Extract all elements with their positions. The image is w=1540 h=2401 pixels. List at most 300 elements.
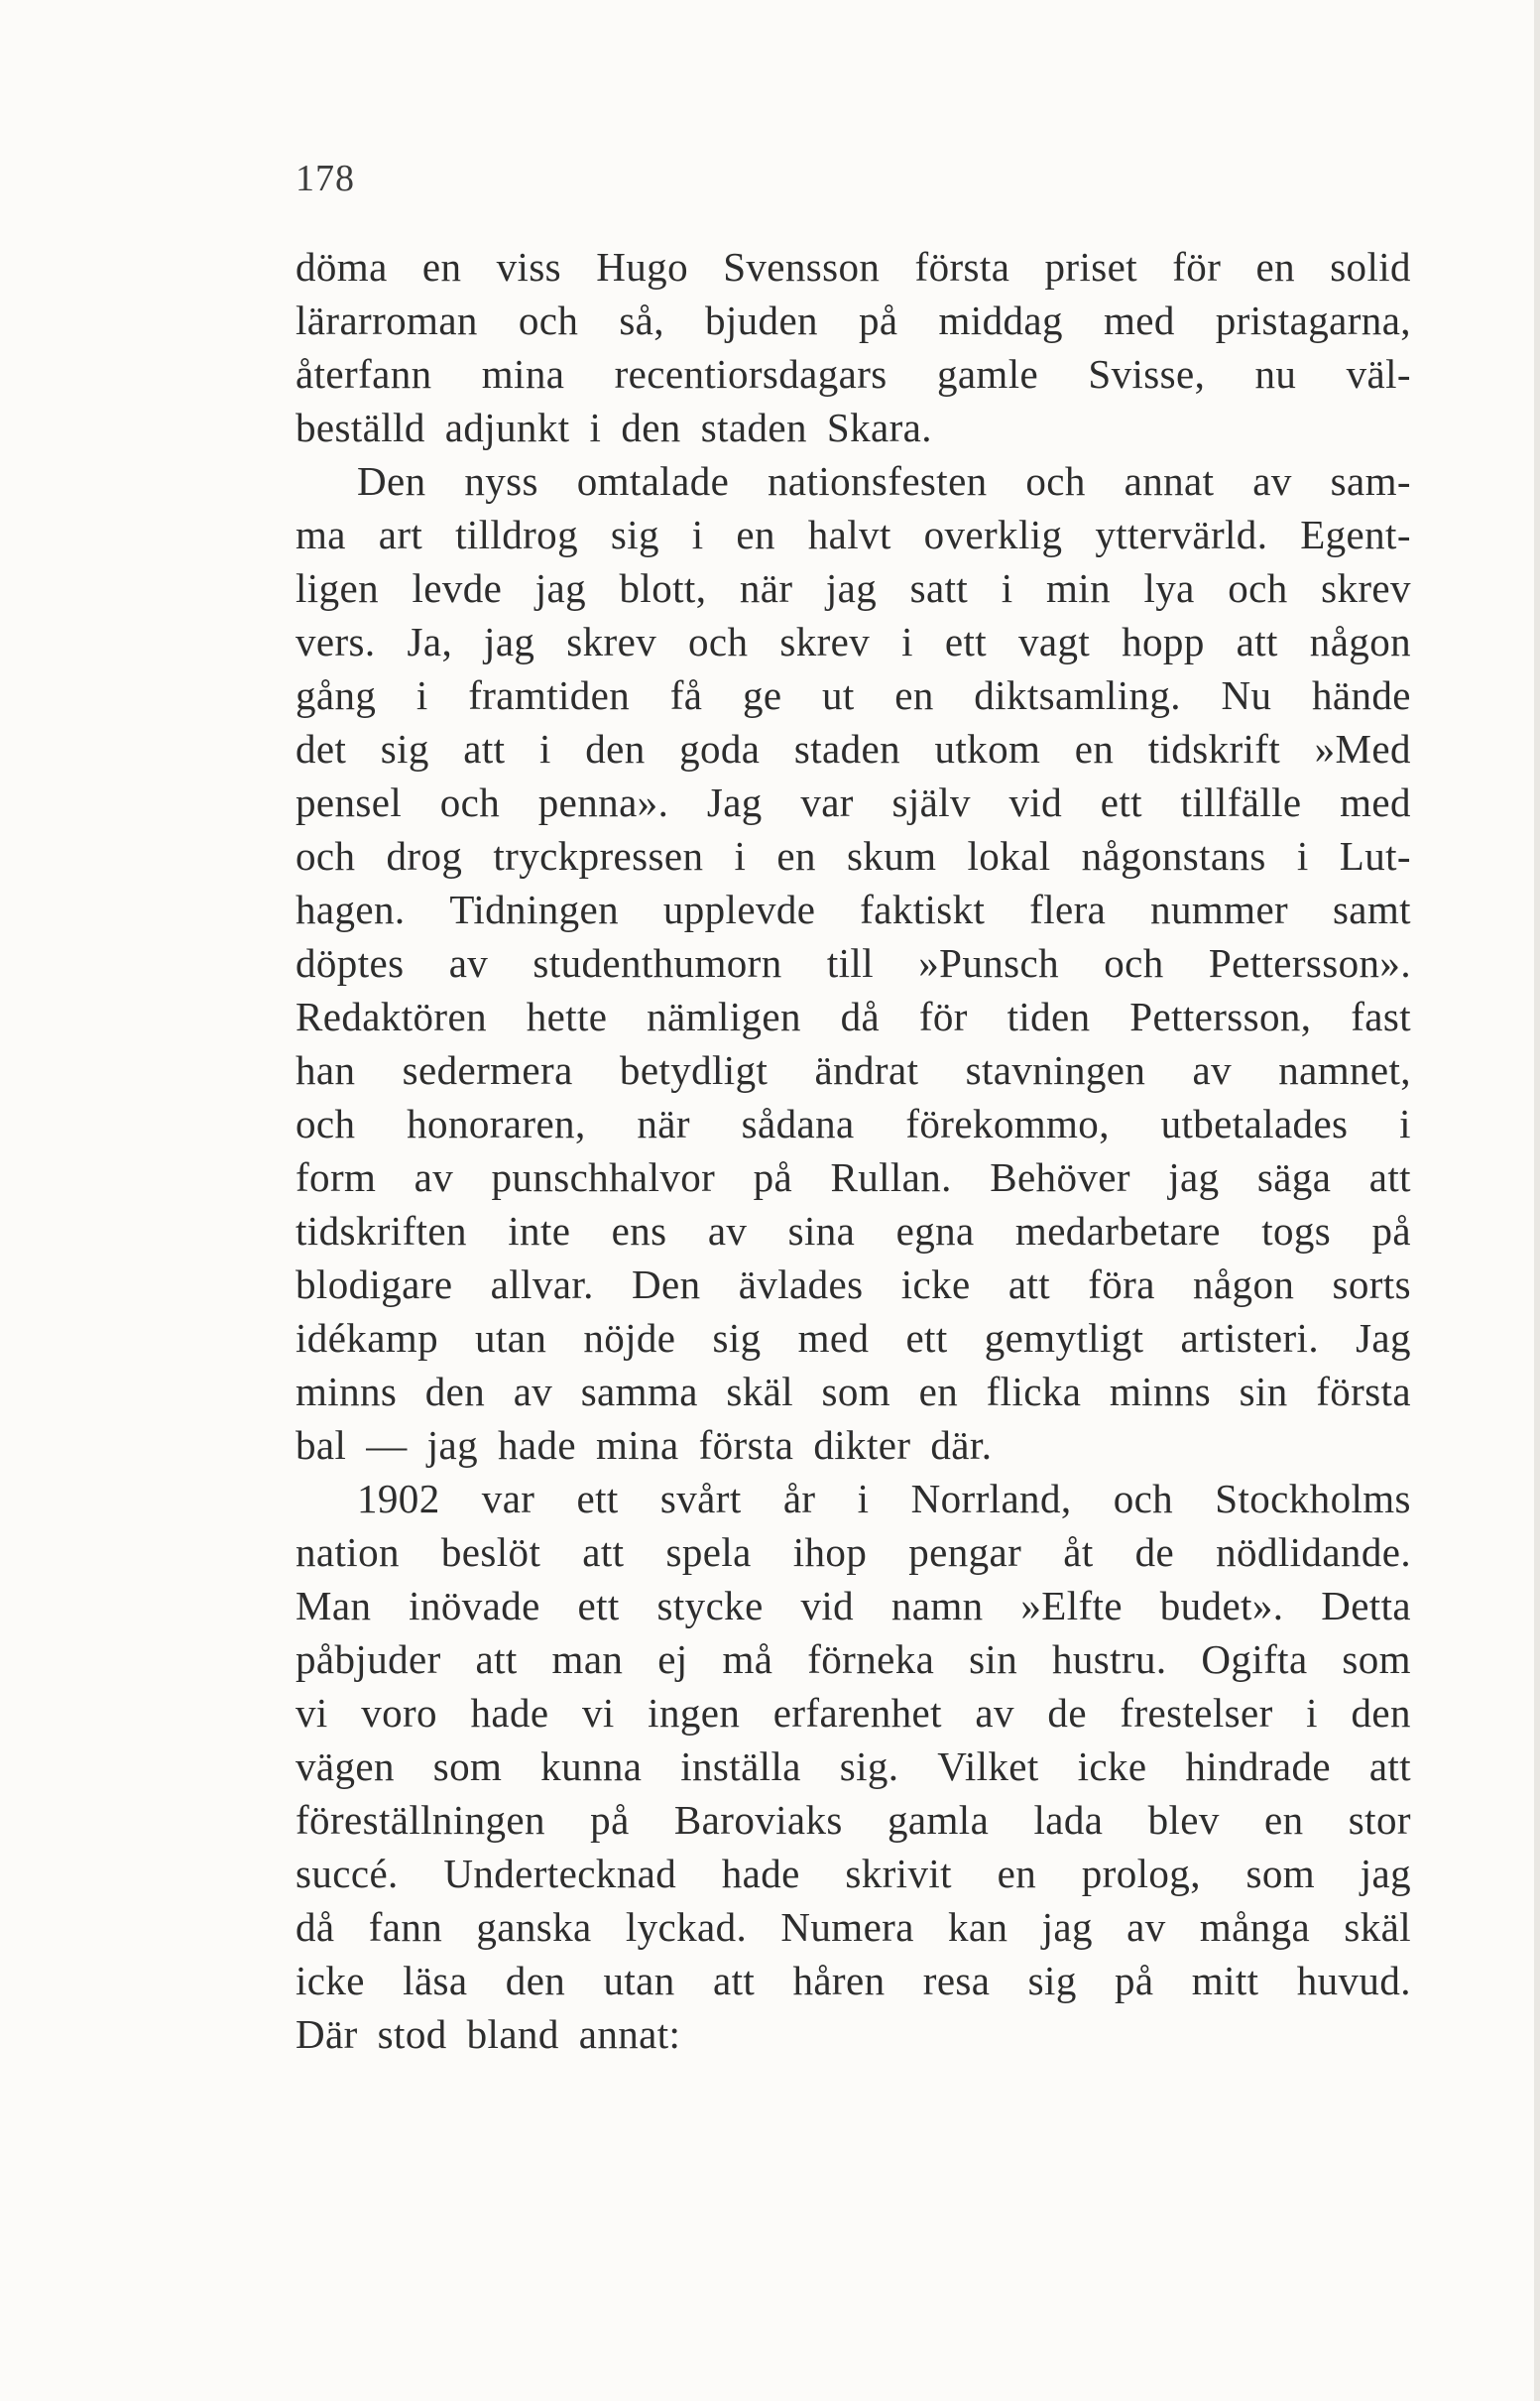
text-line — [296, 1900, 1411, 1954]
word: diktsamling. — [974, 672, 1181, 718]
word: egna — [895, 1208, 975, 1254]
word: gamla — [888, 1797, 990, 1843]
word: ge — [742, 672, 782, 718]
word: ihop — [792, 1529, 868, 1575]
word: återfann — [296, 351, 432, 397]
word: togs — [1261, 1208, 1332, 1254]
word: ganska — [476, 1904, 592, 1950]
text-line — [296, 1097, 1411, 1150]
word: att — [1368, 1154, 1411, 1200]
word: sig — [610, 512, 659, 557]
word: Rullan. — [830, 1154, 952, 1200]
word: jag — [534, 565, 587, 611]
word: utan — [475, 1315, 547, 1361]
text-line — [296, 776, 1411, 829]
word: som — [821, 1369, 891, 1414]
word: Egent- — [1300, 512, 1411, 557]
word: en — [997, 1851, 1037, 1896]
word: ett — [944, 619, 988, 664]
word: inställa — [680, 1743, 801, 1789]
word: vi — [581, 1690, 615, 1736]
word: första — [1316, 1369, 1411, 1414]
word: så, — [619, 298, 664, 343]
text-line — [296, 1204, 1411, 1258]
word: skum — [846, 833, 937, 879]
word: Vilket — [937, 1743, 1039, 1789]
word: väl- — [1346, 351, 1411, 397]
word: Detta — [1321, 1583, 1411, 1628]
word: att — [712, 1958, 756, 2003]
word: det — [296, 726, 347, 772]
word: icke — [296, 1958, 365, 2003]
word: sam- — [1330, 458, 1411, 504]
word: gemytligt — [984, 1315, 1144, 1361]
word: flicka — [986, 1369, 1082, 1414]
word: och — [1025, 458, 1086, 504]
word: Den — [632, 1261, 701, 1307]
word: levde — [412, 565, 503, 611]
word: läsa — [403, 1958, 468, 2003]
word: succé. — [296, 1851, 399, 1896]
word: på — [753, 1154, 793, 1200]
body-text — [296, 240, 1411, 2061]
word: den — [424, 1369, 486, 1414]
word: spela — [665, 1529, 752, 1575]
text-line — [296, 294, 1411, 347]
word: där. — [930, 1422, 993, 1468]
word: skäl — [726, 1369, 794, 1414]
word: namnet, — [1278, 1047, 1411, 1093]
word: lya — [1143, 565, 1195, 611]
word: — — [366, 1422, 408, 1468]
word: en — [1074, 726, 1115, 772]
text-line — [296, 1525, 1411, 1579]
word: en — [421, 244, 462, 290]
word: och — [1113, 1476, 1174, 1521]
word: med — [797, 1315, 870, 1361]
word: resa — [922, 1958, 991, 2003]
word: i — [1306, 1690, 1318, 1736]
word: i — [1399, 1101, 1411, 1146]
word: av — [1126, 1904, 1166, 1950]
text-line — [296, 722, 1411, 776]
word: Pettersson». — [1208, 940, 1411, 986]
word: den — [1351, 1690, 1411, 1736]
word: den — [621, 405, 681, 450]
word: nu — [1254, 351, 1297, 397]
word: nödlidande. — [1216, 1529, 1411, 1575]
word: ett — [905, 1315, 948, 1361]
word: utkom — [934, 726, 1041, 772]
word: ligen — [296, 565, 379, 611]
word: ens — [611, 1208, 667, 1254]
word: en — [1264, 1797, 1304, 1843]
word: stod — [377, 2011, 447, 2057]
word: jag — [1168, 1154, 1220, 1200]
word: halvt — [807, 512, 891, 557]
word: när — [739, 565, 793, 611]
word: svårt — [659, 1476, 742, 1521]
word: »Elfte — [1020, 1583, 1123, 1628]
word: hagen. — [296, 887, 406, 932]
word: säga — [1256, 1154, 1332, 1200]
word: ingen — [648, 1690, 741, 1736]
word: ändrat — [814, 1047, 919, 1093]
word: den — [505, 1958, 566, 2003]
text-line — [296, 2007, 1411, 2061]
word: skrev — [1321, 565, 1411, 611]
word: och — [1104, 940, 1164, 986]
word: döma — [296, 244, 388, 290]
word: icke — [900, 1261, 971, 1307]
word: Ogifta — [1201, 1636, 1308, 1682]
word: utbetalades — [1160, 1101, 1349, 1146]
word: mina — [596, 1422, 679, 1468]
word: Hugo — [596, 244, 688, 290]
word: och — [518, 298, 579, 343]
word: av — [1192, 1047, 1232, 1093]
text-line — [296, 883, 1411, 936]
word: och — [296, 833, 356, 879]
word: som — [1245, 1851, 1316, 1896]
word: form — [296, 1154, 377, 1200]
word: i — [857, 1476, 870, 1521]
text-line — [296, 1472, 1411, 1525]
word: jag — [825, 565, 878, 611]
word: Svensson — [723, 244, 881, 290]
word: Baroviaks — [673, 1797, 843, 1843]
text-line — [296, 1043, 1411, 1097]
word: håren — [792, 1958, 886, 2003]
word: han — [296, 1047, 356, 1093]
word: i — [538, 726, 551, 772]
word: kan — [948, 1904, 1008, 1950]
word: påbjuder — [296, 1636, 441, 1682]
word: sina — [787, 1208, 856, 1254]
word: jag — [1041, 1904, 1093, 1950]
word: hindrade — [1185, 1743, 1331, 1789]
word: nationsfesten — [768, 458, 988, 504]
word: år — [782, 1476, 816, 1521]
word: nöjde — [583, 1315, 676, 1361]
text-line — [296, 1311, 1411, 1365]
word: ett — [576, 1476, 619, 1521]
word: och — [1228, 565, 1288, 611]
word: och — [439, 780, 501, 825]
word: namn — [890, 1583, 984, 1628]
word: föra — [1088, 1261, 1155, 1307]
word: de — [1134, 1529, 1175, 1575]
word: blott, — [619, 565, 707, 611]
word: i — [589, 405, 602, 450]
word: tilldrog — [455, 512, 578, 557]
text-line — [296, 1954, 1411, 2007]
word: hade — [498, 1422, 576, 1468]
word: huvud. — [1296, 1958, 1411, 2003]
word: man — [551, 1636, 624, 1682]
word: »Med — [1314, 726, 1411, 772]
text-line — [296, 1740, 1411, 1793]
word: av — [707, 1208, 748, 1254]
text-line — [296, 347, 1411, 401]
word: skrev — [566, 619, 657, 664]
word: jag — [426, 1422, 478, 1468]
word: tryckpressen — [493, 833, 704, 879]
word: ett — [1100, 780, 1142, 825]
word: priset — [1044, 244, 1138, 290]
word: sådana — [741, 1101, 855, 1146]
word: minns — [296, 1369, 398, 1414]
word: hette — [526, 994, 608, 1039]
text-line — [296, 1258, 1411, 1311]
word: få — [669, 672, 703, 718]
word: vägen — [296, 1743, 395, 1789]
word: vid — [800, 1583, 855, 1628]
word: i — [691, 512, 704, 557]
word: en — [776, 833, 816, 879]
word: vi — [296, 1690, 328, 1736]
word: utan — [603, 1958, 675, 2003]
word: omtalade — [576, 458, 730, 504]
word: mitt — [1191, 1958, 1259, 2003]
word: den — [585, 726, 646, 772]
word: vagt — [1017, 619, 1091, 664]
word: minns — [1109, 1369, 1212, 1414]
word: studenthumorn — [533, 940, 782, 986]
word: för — [1172, 244, 1222, 290]
word: adjunkt — [444, 405, 570, 450]
word: kunna — [540, 1743, 643, 1789]
word: staden — [700, 405, 807, 450]
word: med — [1340, 780, 1411, 825]
word: av — [513, 1369, 553, 1414]
word: recentiorsdagars — [614, 351, 888, 397]
word: mina — [481, 351, 565, 397]
word: vid — [1008, 780, 1063, 825]
word: betydligt — [619, 1047, 769, 1093]
word: att — [1007, 1261, 1050, 1307]
word: en — [736, 512, 775, 557]
word: satt — [909, 565, 969, 611]
word: Lut- — [1339, 833, 1411, 879]
word: någon — [1309, 619, 1411, 664]
word: hade — [721, 1851, 800, 1896]
word: nämligen — [647, 994, 801, 1039]
word: sig — [380, 726, 429, 772]
word: blev — [1147, 1797, 1220, 1843]
word: bland — [466, 2011, 559, 2057]
word: nation — [296, 1529, 400, 1575]
word: Där — [296, 2011, 358, 2057]
word: frestelser — [1120, 1690, 1273, 1736]
word: budet». — [1159, 1583, 1284, 1628]
word: lada — [1033, 1797, 1104, 1843]
text-line — [296, 1579, 1411, 1632]
word: stor — [1348, 1797, 1411, 1843]
word: fast — [1351, 994, 1411, 1039]
word: ut — [821, 672, 855, 718]
word: på — [1115, 1958, 1154, 2003]
word: pristagarna, — [1215, 298, 1411, 343]
word: stavningen — [965, 1047, 1146, 1093]
word: nyss — [464, 458, 538, 504]
word: lärarroman — [296, 298, 478, 343]
word: Skara. — [826, 405, 932, 450]
word: erfarenhet — [772, 1690, 942, 1736]
text-line — [296, 1632, 1411, 1686]
text-line — [296, 1793, 1411, 1847]
text-line — [296, 668, 1411, 722]
word: solid — [1330, 244, 1411, 290]
word: upplevde — [662, 887, 816, 932]
text-line — [296, 1418, 1411, 1472]
word: vers. — [296, 619, 376, 664]
word: tidskriften — [296, 1208, 467, 1254]
word: Man — [296, 1583, 372, 1628]
word: i — [1296, 833, 1309, 879]
word: då — [296, 1904, 335, 1950]
word: annat — [1124, 458, 1215, 504]
word: av — [448, 940, 489, 986]
word: lokal — [967, 833, 1051, 879]
word: hopp — [1122, 619, 1205, 664]
word: i — [415, 672, 428, 718]
word: drog — [386, 833, 463, 879]
word: faktiskt — [860, 887, 986, 932]
text-line — [296, 1686, 1411, 1740]
text-line — [296, 508, 1411, 561]
word: penna». — [537, 780, 669, 825]
word: i — [1001, 565, 1013, 611]
word: och — [688, 619, 749, 664]
word: inövade — [409, 1583, 540, 1628]
word: som — [1342, 1636, 1411, 1682]
word: 1902 — [357, 1476, 440, 1521]
word: skrev — [779, 619, 871, 664]
word: och — [296, 1101, 356, 1146]
word: må — [722, 1636, 773, 1682]
word: lyckad. — [625, 1904, 748, 1950]
word: med — [1103, 298, 1175, 343]
word: pensel — [296, 780, 403, 825]
word: min — [1045, 565, 1111, 611]
word: att — [1236, 619, 1278, 664]
page-number: 178 — [296, 158, 355, 199]
text-line — [296, 240, 1411, 294]
word: sig — [1027, 1958, 1077, 2003]
word: att — [582, 1529, 625, 1575]
word: gång — [296, 672, 377, 718]
word: Jag — [1356, 1315, 1411, 1361]
word: fann — [368, 1904, 443, 1950]
word: viss — [496, 244, 562, 290]
word: någon — [1193, 1261, 1295, 1307]
word: dikter — [813, 1422, 911, 1468]
text-line — [296, 454, 1411, 508]
word: Redaktören — [296, 994, 487, 1039]
word: hade — [470, 1690, 549, 1736]
word: sorts — [1332, 1261, 1411, 1307]
word: ej — [657, 1636, 688, 1682]
text-line — [296, 990, 1411, 1043]
word: när — [637, 1101, 690, 1146]
word: i — [901, 619, 913, 664]
word: ma — [296, 512, 346, 557]
word: döptes — [296, 940, 405, 986]
text-line — [296, 936, 1411, 990]
word: sig — [712, 1315, 762, 1361]
word: i — [734, 833, 747, 879]
word: sin — [1239, 1369, 1288, 1414]
word: förekommo, — [905, 1101, 1110, 1146]
word: sin — [969, 1636, 1018, 1682]
word: bjuden — [704, 298, 818, 343]
word: bal — [296, 1422, 347, 1468]
word: som — [432, 1743, 503, 1789]
text-line — [296, 829, 1411, 883]
word: att — [1368, 1743, 1411, 1789]
word: var — [800, 780, 854, 825]
word: förneka — [807, 1636, 935, 1682]
text-line — [296, 1150, 1411, 1204]
word: Pettersson, — [1129, 994, 1312, 1039]
word: skäl — [1344, 1904, 1411, 1950]
word: ett — [577, 1583, 620, 1628]
word: Nu — [1221, 672, 1272, 718]
word: punschhalvor — [491, 1154, 716, 1200]
word: allvar. — [490, 1261, 594, 1307]
word: staden — [793, 726, 901, 772]
word: framtiden — [468, 672, 631, 718]
text-line — [296, 615, 1411, 668]
word: första — [914, 244, 1010, 290]
word: på — [858, 298, 898, 343]
word: av — [1252, 458, 1292, 504]
word: inte — [508, 1208, 571, 1254]
word: ävlades — [738, 1261, 864, 1307]
word: samma — [580, 1369, 698, 1414]
word: tidskrift — [1147, 726, 1281, 772]
word: nummer — [1150, 887, 1289, 932]
word: skrivit — [845, 1851, 952, 1896]
word: jag — [484, 619, 535, 664]
word: en — [1255, 244, 1295, 290]
word: samt — [1332, 887, 1411, 932]
word: föreställningen — [296, 1797, 545, 1843]
word: de — [1047, 1690, 1087, 1736]
word: prolog, — [1081, 1851, 1201, 1896]
word: overklig — [923, 512, 1063, 557]
word: flera — [1029, 887, 1107, 932]
word: Norrland, — [910, 1476, 1072, 1521]
text-line — [296, 401, 1411, 454]
word: »Punsch — [918, 940, 1060, 986]
word: stycke — [656, 1583, 764, 1628]
word: åt — [1063, 1529, 1094, 1575]
word: en — [894, 672, 934, 718]
word: tillfälle — [1180, 780, 1302, 825]
word: tiden — [1007, 994, 1091, 1039]
word: av — [414, 1154, 454, 1200]
word: idékamp — [296, 1315, 438, 1361]
word: var — [481, 1476, 535, 1521]
word: middag — [938, 298, 1063, 343]
word: yttervärld. — [1095, 512, 1268, 557]
word: Den — [357, 458, 426, 504]
word: artisteri. — [1180, 1315, 1319, 1361]
word: Svisse, — [1088, 351, 1206, 397]
word: att — [475, 1636, 518, 1682]
